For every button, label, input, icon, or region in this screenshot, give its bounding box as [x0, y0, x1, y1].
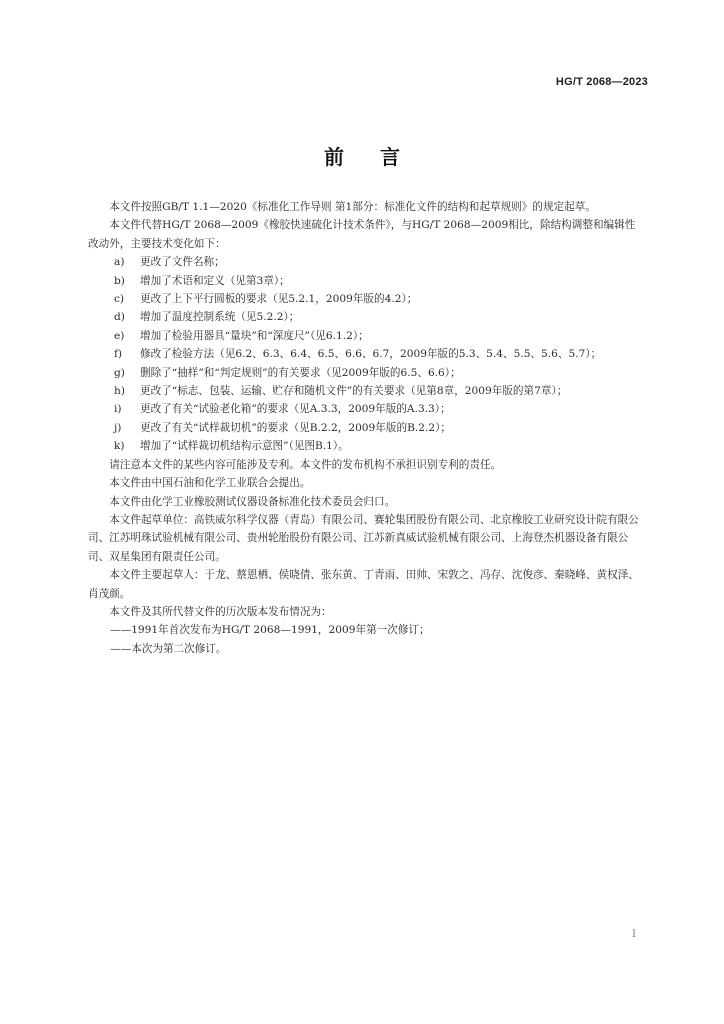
list-item-label: a)	[114, 256, 125, 269]
list-item-text: 增加了检验用器具“量块”和“深度尺”（见6.1.2）；	[140, 329, 369, 342]
page-marker	[632, 929, 636, 941]
list-item-label: c)	[114, 293, 125, 306]
history-item: ——本次为第二次修订。	[110, 642, 227, 655]
list-item	[88, 308, 644, 326]
list-item-label: k)	[114, 440, 125, 453]
change-list	[88, 253, 644, 455]
title-char-2: 言	[380, 145, 400, 169]
list-item	[88, 419, 644, 437]
list-item-label: h)	[114, 385, 125, 398]
list-item-label: f)	[114, 348, 123, 361]
list-item-label: e)	[114, 329, 125, 342]
list-item-text: 更改了文件名称；	[140, 256, 225, 269]
list-item	[88, 364, 644, 382]
proposed-by: 本文件由中国石油和化学工业联合会提出。	[109, 477, 311, 490]
list-item-label: g)	[114, 366, 125, 379]
list-item-text: 修改了检验方法（见6.2、6.3、6.4、6.5、6.6、6.7，2009年版的5.3、5.4、5.5、5.6、5.7）；	[140, 348, 602, 361]
page-marker-text: I	[632, 929, 636, 940]
drafters: 本文件主要起草人：于龙、蔡恩栖、侯晓倩、张东黄、丁青雨、田帅、宋敦之、冯存、沈俊彦、秦晓峰、黄权泽、肖茂颜。	[88, 569, 639, 600]
list-item-text: 更改了有关“试样裁切机”的要求（见B.2.2，2009年版的B.2.2）；	[140, 421, 451, 434]
list-item	[88, 253, 644, 271]
list-item	[88, 290, 644, 308]
list-item-text: 删除了“抽样”和“判定规则”的有关要求（见2009年版的6.5、6.6）；	[140, 366, 461, 379]
drafting-units: 本文件起草单位：高铁威尔科学仪器（青岛）有限公司、赛轮集团股份有限公司、北京橡胶工业研究设计院有限公司、江苏明珠试验机械有限公司、贵州轮胎股份有限公司、江苏新真威试验机械有限公司、上海登杰机器设备有限公司、双星集团有限责任公司。	[88, 513, 639, 563]
list-item-label: d)	[114, 311, 125, 324]
list-item-text: 增加了温度控制系统（见5.2.2）；	[140, 311, 300, 324]
paragraph-drafting-rules: 本文件按照GB/T 1.1—2020《标准化工作导则 第1部分：标准化文件的结构和起草规则》的规定起草。	[109, 201, 596, 213]
list-item	[88, 272, 644, 290]
list-item-text: 更改了有关“试验老化箱”的要求（见A.3.3，2009年版的A.3.3）；	[140, 403, 451, 416]
list-item	[88, 327, 644, 345]
history-intro: 本文件及其所代替文件的历次版本发布情况为：	[109, 605, 332, 618]
patent-notice: 请注意本文件的某些内容可能涉及专利。本文件的发布机构不承担识别专利的责任。	[109, 458, 502, 471]
list-item-text: 更改了上下平行圆板的要求（见5.2.1，2009年版的4.2）；	[140, 293, 418, 306]
list-item-text: 增加了术语和定义（见第3章）；	[140, 274, 290, 287]
list-item-text: 增加了“试样裁切机结构示意图”（见图B.1）。	[140, 440, 349, 453]
managed-by: 本文件由化学工业橡胶测试仪器设备标准化技术委员会归口。	[109, 495, 396, 508]
history-item: ——1991年首次发布为HG/T 2068—1991，2009年第一次修订；	[110, 624, 430, 637]
list-item-label: j)	[114, 421, 122, 434]
foreword-body	[88, 198, 644, 658]
page-title	[0, 141, 724, 170]
list-item	[88, 400, 644, 418]
list-item	[88, 437, 644, 455]
list-item-text: 更改了“标志、包装、运输、贮存和随机文件”的有关要求（见第8章，2009年版的第7章）；	[140, 385, 568, 398]
paragraph-replacement: 本文件代替HG/T 2068—2009《橡胶快速硫化计技术条件》，与HG/T 2068—2009相比，除结构调整和编辑性改动外，主要技术变化如下：	[88, 219, 636, 250]
standard-code: HG/T 2068—2023	[555, 76, 648, 88]
list-item-label: b)	[114, 274, 125, 287]
list-item	[88, 345, 644, 363]
list-item-label: i)	[114, 403, 122, 416]
title-char-1: 前	[324, 145, 344, 169]
list-item	[88, 382, 644, 400]
